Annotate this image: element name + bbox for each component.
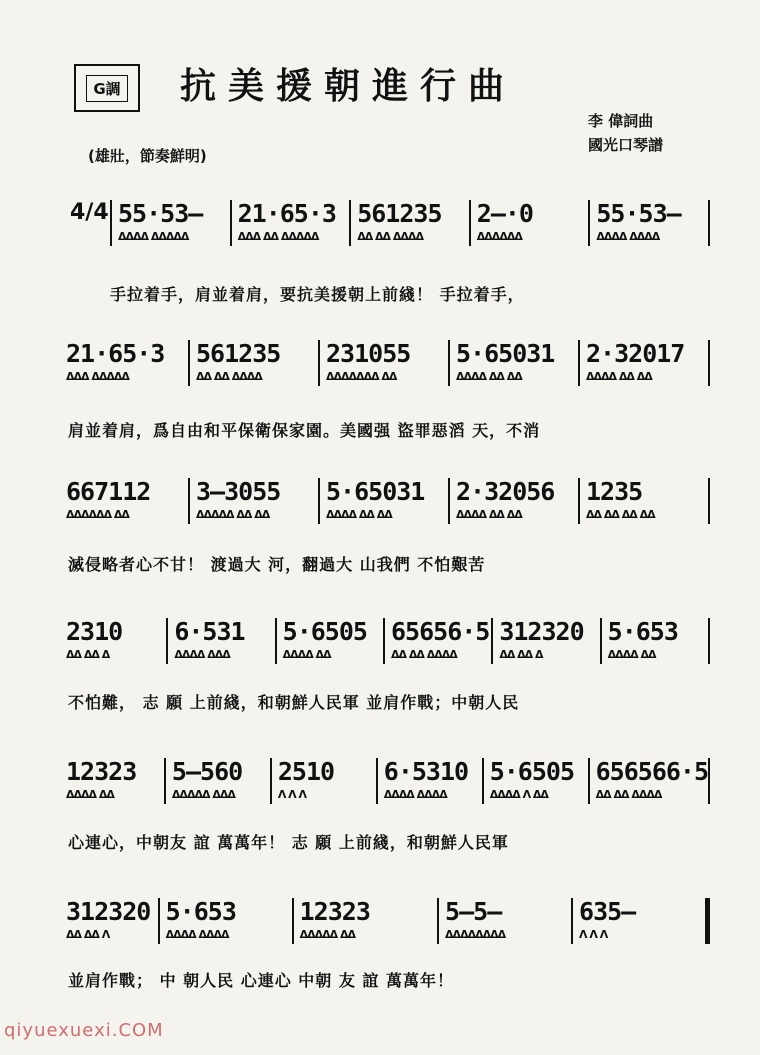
breath-marks: ΔΔΔΔ ΔΔ ΔΔ [456,370,522,383]
measure [60,758,166,804]
measure [60,340,190,386]
key-signature-box [74,64,140,112]
notes: 21·65·3 [66,339,165,368]
breath-marks: Λ Λ Λ [579,928,608,941]
breath-marks: ΔΔΔΔΔΔ ΔΔ [66,508,129,521]
measure [590,200,710,246]
breath-marks: ΔΔΔΔ ΔΔ [66,788,114,801]
notes: 656566·5 [595,757,709,786]
measure [580,340,710,386]
notes: 1235 [586,477,643,506]
lyric-line-3: 滅侵略者心不甘！ 渡過大 河，翻過大 山我們 不怕艱苦 [68,555,486,574]
breath-marks: ΔΔΔΔΔΔΔ ΔΔ [326,370,397,383]
breath-marks: ΔΔΔΔΔΔΔΔ [445,928,506,941]
breath-marks: ΔΔ ΔΔ Δ [499,648,543,661]
notes: 561235 [196,339,281,368]
notes: 561235 [357,199,442,228]
notes: 2310 [66,617,123,646]
notes: 6·5310 [383,757,469,786]
notes: 6·531 [174,617,245,646]
breath-marks: Λ Λ Λ [277,788,307,801]
notes: 667112 [66,477,151,506]
measure [602,618,710,664]
breath-marks: ΔΔ ΔΔ ΔΔΔΔ [196,370,262,383]
breath-marks: ΔΔΔΔΔ ΔΔΔ [171,788,235,801]
measure [60,898,160,944]
measure [277,618,385,664]
breath-marks: ΔΔ ΔΔ Δ [66,648,110,661]
breath-marks: ΔΔ ΔΔ ΔΔ ΔΔ [586,508,655,521]
notes: 55·53— [118,199,203,228]
notes: 5·65031 [456,339,555,368]
lyric-line-4: 不怕難， 志 願 上前綫，和朝鮮人民軍 並肩作戰；中朝人民 [68,693,520,712]
notes: 55·53— [596,199,681,228]
breath-marks: ΔΔΔΔ ΔΔ ΔΔ [456,508,522,521]
notes: 231055 [326,339,411,368]
notes: 312320 [499,617,584,646]
lyric-line-2: 肩並着肩，爲自由和平保衛保家園。美國强 盜罪惡滔 天，不消 [68,421,541,440]
breath-marks: ΔΔΔ ΔΔ ΔΔΔΔΔ [237,230,319,243]
notes: 2510 [277,757,335,786]
measure [160,898,294,944]
breath-marks: ΔΔΔΔ Λ ΔΔ [489,788,548,801]
measure [110,200,232,246]
measure [60,618,168,664]
notes: 12323 [299,897,370,926]
measure [166,758,272,804]
measure [320,478,450,524]
tempo-marking: (雄壯，節奏鮮明) [88,147,207,165]
breath-marks: ΔΔΔΔΔ ΔΔ ΔΔ [196,508,270,521]
notes: 5·65031 [326,477,425,506]
measure [590,758,710,804]
notes: 5·6505 [489,757,574,786]
breath-marks: ΔΔΔΔ ΔΔ [607,648,656,661]
notes: 3—3055 [196,477,281,506]
lyricist-credit: 李 偉詞曲 [588,112,654,130]
notes: 5—5— [445,897,502,926]
notes: 2·32056 [456,477,555,506]
breath-marks: ΔΔΔΔ ΔΔΔΔ [383,788,447,801]
measure [351,200,471,246]
breath-marks: ΔΔ ΔΔ ΔΔΔΔ [390,648,457,661]
measure [493,618,601,664]
watermark: qiyuexuexi.COM [4,1020,164,1041]
measure [168,618,276,664]
notes: 312320 [66,897,151,926]
lyric-line-1: 手拉着手，肩並着肩，要抗美援朝上前綫！ 手拉着手， [110,285,525,304]
lyric-line-6: 並肩作戰； 中 朝人民 心連心 中朝 友 誼 萬萬年！ [68,971,454,990]
measure [450,478,580,524]
notes: 5—560 [171,757,243,786]
breath-marks: ΔΔΔΔΔ ΔΔ [299,928,356,941]
breath-marks: ΔΔΔ ΔΔΔΔΔ [66,370,129,383]
score-row-5 [60,758,710,804]
measure [190,478,320,524]
measure [294,898,439,944]
lyric-line-5: 心連心，中朝友 誼 萬萬年！ 志 願 上前綫，和朝鮮人民軍 [68,833,509,852]
measure [439,898,573,944]
measure [232,200,352,246]
key-signature: G調 [86,75,127,102]
measure [378,758,484,804]
breath-marks: ΔΔ ΔΔ ΔΔΔΔ [357,230,423,243]
notes: 635— [579,897,636,926]
score-row-6 [60,898,710,944]
score-row-2 [60,340,710,386]
score-row-1 [110,200,710,246]
breath-marks: ΔΔΔΔ ΔΔΔΔ [596,230,660,243]
score-row-3 [60,478,710,524]
measure [272,758,378,804]
measure [190,340,320,386]
breath-marks: ΔΔ ΔΔ ΔΔΔΔ [595,788,662,801]
time-signature: 4/4 [70,200,109,225]
notes: 12323 [66,757,137,786]
measure [471,200,591,246]
measure [484,758,590,804]
measure [385,618,493,664]
notes: 65656·5 [390,617,490,646]
breath-marks: ΔΔΔΔ ΔΔ ΔΔ [326,508,392,521]
breath-marks: ΔΔ ΔΔ Λ [66,928,110,941]
notes: 2—·0 [476,199,533,228]
breath-marks: ΔΔΔΔΔΔ [476,230,522,243]
measure [60,478,190,524]
notes: 5·653 [165,897,236,926]
notes: 5·6505 [282,617,367,646]
measure [580,478,710,524]
arranger-credit: 國光口琴譜 [588,136,664,154]
breath-marks: ΔΔΔΔ ΔΔΔΔ [165,928,229,941]
song-title: 抗美援朝進行曲 [180,65,517,107]
measure [450,340,580,386]
breath-marks: ΔΔΔΔ ΔΔΔ [174,648,230,661]
breath-marks: ΔΔΔΔ ΔΔΔΔΔ [118,230,189,243]
measure [320,340,450,386]
notes: 2·32017 [586,339,685,368]
breath-marks: ΔΔΔΔ ΔΔ ΔΔ [586,370,652,383]
final-measure [573,898,710,944]
notes: 21·65·3 [237,199,336,228]
notes: 5·653 [607,617,678,646]
score-row-4 [60,618,710,664]
breath-marks: ΔΔΔΔ ΔΔ [282,648,331,661]
